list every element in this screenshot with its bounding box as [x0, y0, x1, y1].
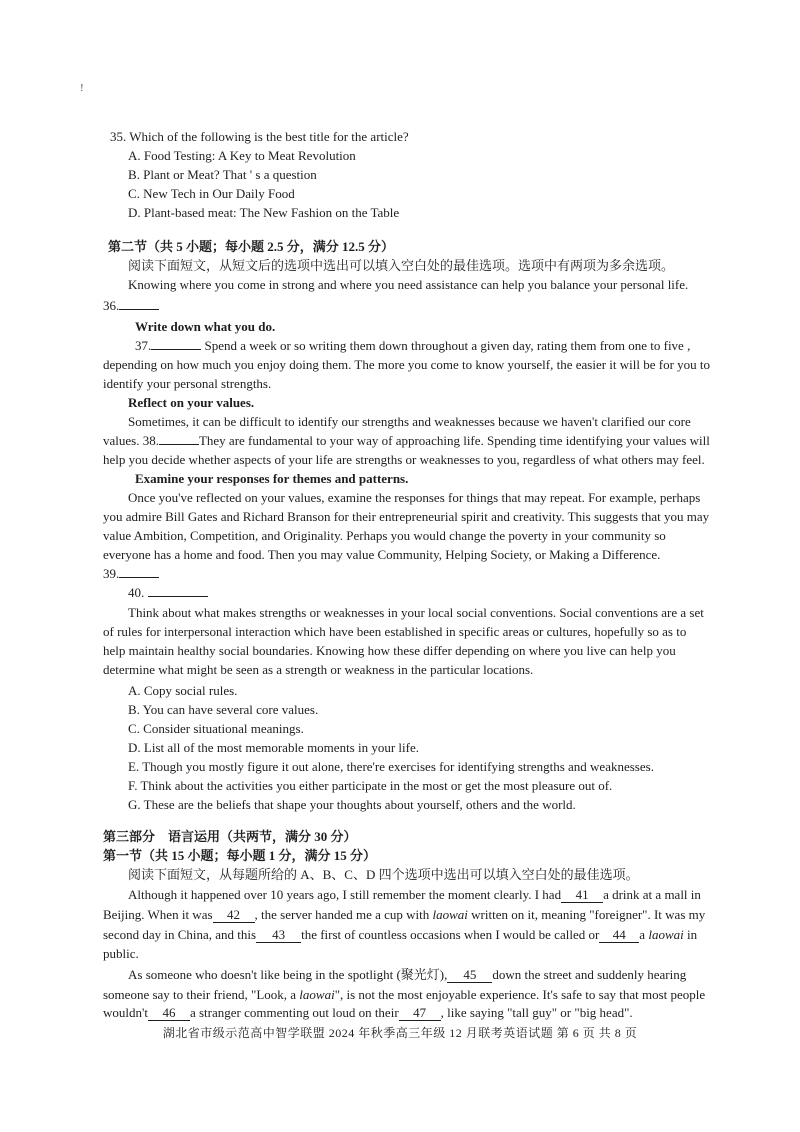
p37-line-2: depending on how much you enjoy doing them. The more you come to know yourself, the easier it will be for you to	[103, 357, 711, 372]
cloze-line-1	[128, 886, 701, 903]
q41-blank: 41	[561, 888, 603, 903]
option-f: F. Think about the activities you either participate in the most or get the most pleasure out of.	[128, 778, 613, 793]
q36-number: 36.	[103, 298, 120, 313]
cloze-line-7	[103, 1004, 633, 1021]
laowai-term: laowai	[432, 907, 468, 922]
cloze-text: wouldn't	[103, 1005, 148, 1020]
cloze-line-4: public.	[103, 946, 139, 961]
option-g: G. These are the beliefs that shape your thoughts about yourself, others and the world.	[128, 797, 576, 812]
q42-blank: 42	[213, 908, 255, 923]
cloze-text: second day in China, and this	[103, 927, 257, 942]
part3-instruction: 阅读下面短文，从每题所给的 A、B、C、D 四个选项中选出可以填入空白处的最佳选项。	[128, 867, 639, 882]
cloze-line-5	[128, 966, 686, 983]
p39-line-3: value Ambition, Competition, and Originality. Perhaps you would change the poverty in your community so	[103, 528, 666, 543]
laowai-term: laowai	[299, 987, 335, 1002]
cloze-line-2	[103, 906, 705, 923]
cloze-text: Although it happened over 10 years ago, I still remember the moment clearly. I had	[128, 887, 562, 902]
p38-line-3: help you decide whether aspects of your life are strengths or weaknesses to you, regardless of what others may feel.	[103, 452, 705, 467]
q35-option-d: D. Plant-based meat: The New Fashion on the Table	[128, 205, 400, 220]
option-d: D. List all of the most memorable moments in your life.	[128, 740, 420, 755]
q37-number: 37.	[135, 338, 152, 353]
section2-heading: 第二节（共 5 小题；每小题 2.5 分，满分 12.5 分）	[108, 239, 395, 254]
p39-line-1: Once you've reflected on your values, examine the responses for things that may repeat. For example, perhaps	[128, 490, 701, 505]
q40-blank	[148, 596, 208, 597]
q46-blank: 46	[148, 1006, 190, 1021]
q38-number: values. 38.	[103, 433, 159, 448]
subheading-write-down: Write down what you do.	[135, 319, 276, 334]
option-b: B. You can have several core values.	[128, 702, 319, 717]
q39-blank	[119, 577, 159, 578]
q45-blank: 45	[447, 968, 492, 983]
part3-heading: 第三部分 语言运用（共两节，满分 30 分）	[103, 829, 357, 844]
q39-line	[103, 565, 159, 582]
page-footer: 湖北省市级示范高中智学联盟 2024 年秋季高三年级 12 月联考英语试题 第 6 页 共 8 页	[162, 1026, 638, 1040]
p37-line-1	[135, 337, 690, 354]
cloze-text: Beijing. When it was	[103, 907, 213, 922]
q47-blank: 47	[399, 1006, 441, 1021]
q35-question: 35. Which of the following is the best title for the article?	[110, 129, 409, 144]
p40-line-4: determine what might be seen as a strength or weakness in the particular locations.	[103, 662, 534, 677]
cloze-text: down the street and suddenly hearing	[492, 967, 687, 982]
p37-line-3: identify your personal strengths.	[103, 376, 272, 391]
cloze-line-3	[103, 926, 697, 943]
q35-option-a: A. Food Testing: A Key to Meat Revolution	[128, 148, 356, 163]
cloze-text: As someone who doesn't like being in the spotlight (聚光灯),	[128, 967, 448, 982]
option-e: E. Though you mostly figure it out alone, there're exercises for identifying strengths and weaknesses.	[128, 759, 654, 774]
cloze-text: the first of countless occasions when I would be called or	[301, 927, 600, 942]
q38-blank	[159, 444, 199, 445]
p39-line-2: you admire Bill Gates and Richard Branson for their entrepreneurial spirit and creativity. This suggests that you may	[103, 509, 710, 524]
q37-blank	[151, 349, 201, 350]
laowai-term: laowai	[648, 927, 684, 942]
q36-line	[103, 297, 159, 314]
cloze-line-6	[103, 986, 705, 1003]
q35-option-c: C. New Tech in Our Daily Food	[128, 186, 295, 201]
p38-line-2	[103, 432, 710, 449]
q44-blank: 44	[599, 928, 639, 943]
q43-blank: 43	[256, 928, 301, 943]
p40-line-2: of rules for interpersonal interaction which have been established in specific areas or cultures, hopefully so as to	[103, 624, 687, 639]
q36-blank	[119, 309, 159, 310]
p39-line-4: everyone has a home and food. Then you may value Community, Helping Society, or Making a Difference.	[103, 547, 661, 562]
option-c: C. Consider situational meanings.	[128, 721, 304, 736]
cloze-text: a	[639, 927, 646, 942]
page-mark: !	[80, 82, 84, 94]
p38-line-1: Sometimes, it can be difficult to identify our strengths and weaknesses because we haven't clarified our core	[128, 414, 691, 429]
cloze-text: in	[686, 927, 698, 942]
section2-instruction: 阅读下面短文，从短文后的选项中选出可以填入空白处的最佳选项。选项中有两项为多余选项。	[128, 258, 675, 273]
passage-intro: Knowing where you come in strong and where you need assistance can help you balance your personal life.	[128, 277, 689, 292]
q40-number: 40.	[128, 585, 145, 600]
cloze-text: someone say to their friend, "Look, a	[103, 987, 297, 1002]
q35-option-b: B. Plant or Meat? That ' s a question	[128, 167, 317, 182]
subheading-examine: Examine your responses for themes and patterns.	[135, 471, 409, 486]
cloze-text: a drink at a mall in	[603, 887, 701, 902]
subheading-reflect: Reflect on your values.	[128, 395, 255, 410]
p40-line-1: Think about what makes strengths or weaknesses in your local social conventions. Social conventions are a set	[128, 605, 704, 620]
cloze-text: ", is not the most enjoyable experience. It's safe to say that most people	[334, 987, 706, 1002]
cloze-text: a stranger commenting out loud on their	[189, 1005, 399, 1020]
cloze-text: , like saying "tall guy" or "big head".	[440, 1005, 633, 1020]
option-a: A. Copy social rules.	[128, 683, 238, 698]
p37-text: Spend a week or so writing them down throughout a given day, rating them from one to five ,	[204, 338, 691, 353]
q39-number: 39.	[103, 566, 120, 581]
q40-line	[128, 584, 208, 601]
p38-text: They are fundamental to your way of approaching life. Spending time identifying your values will	[198, 433, 710, 448]
p40-line-3: help maintain healthy social boundaries. Knowing how these differ depending on where you live can help you	[103, 643, 676, 658]
part3-section1-heading: 第一节（共 15 小题；每小题 1 分，满分 15 分）	[103, 848, 377, 863]
cloze-text: written on it, meaning "foreigner". It was my	[471, 907, 706, 922]
cloze-text: , the server handed me a cup with	[254, 907, 430, 922]
